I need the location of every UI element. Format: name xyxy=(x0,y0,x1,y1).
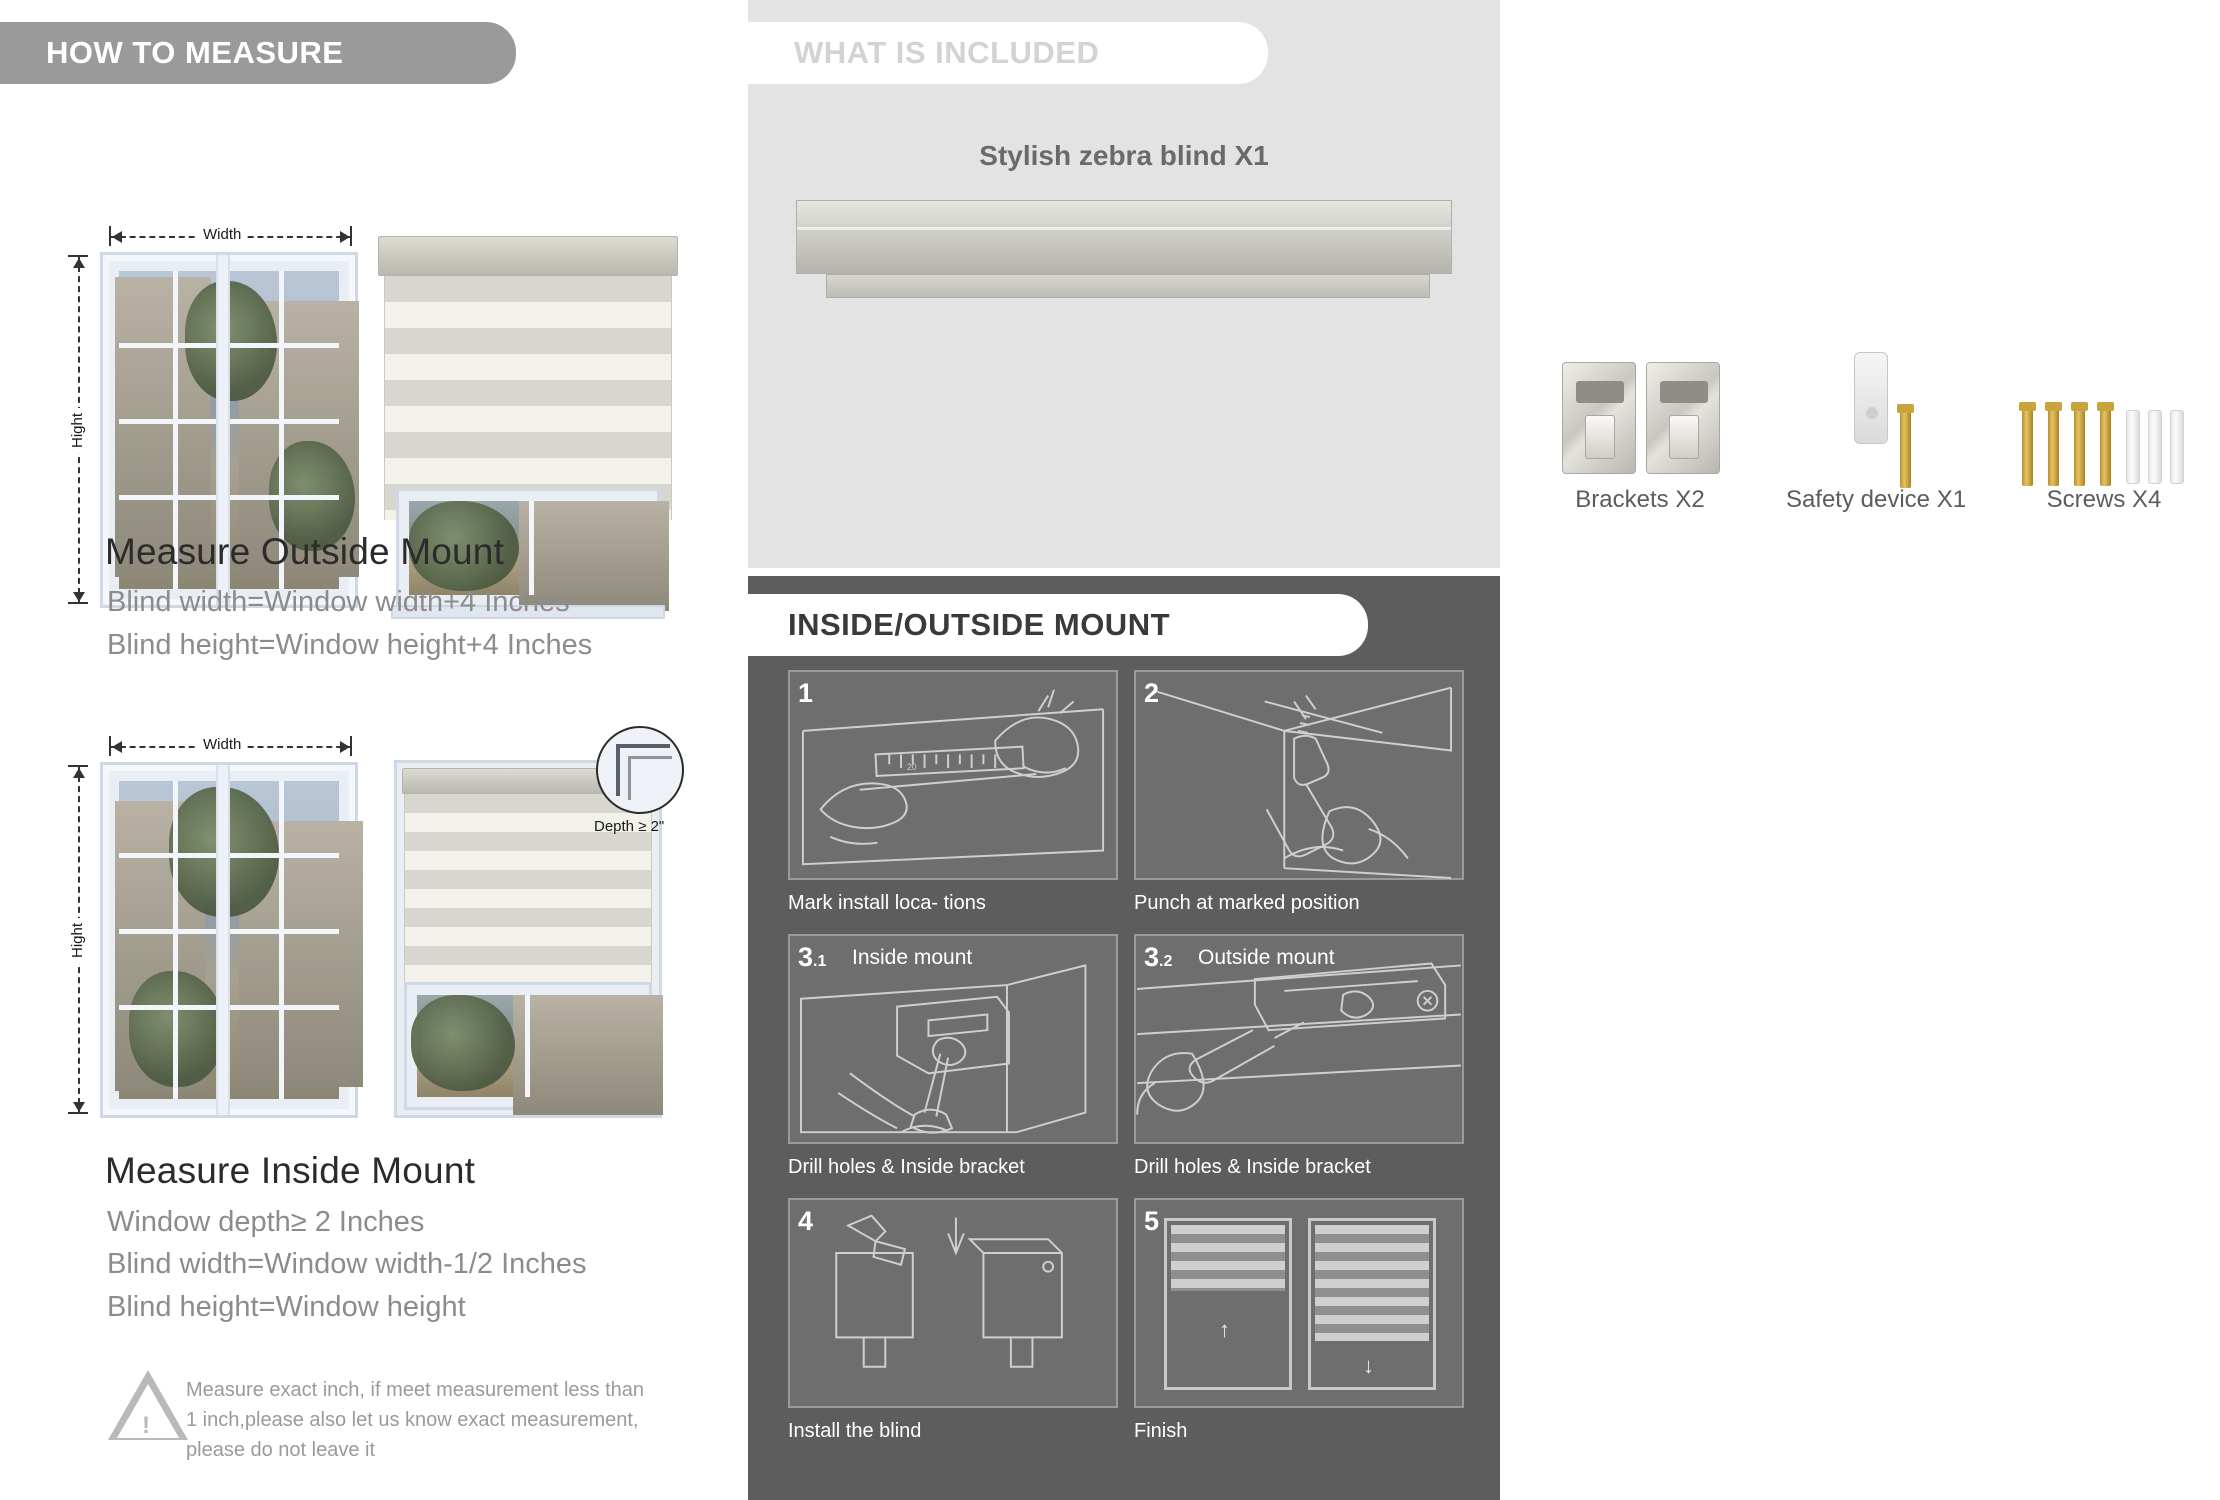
finished-blind-right-fabric xyxy=(1315,1225,1429,1341)
tab-how-to-measure-label: HOW TO MEASURE xyxy=(46,35,344,70)
brackets-caption: Brackets X2 xyxy=(1575,486,1705,513)
tab-what-is-included-label: WHAT IS INCLUDED xyxy=(794,35,1100,70)
outside-mount-title: Measure Outside Mount xyxy=(105,531,505,572)
step-4-number: 4 xyxy=(798,1206,814,1236)
mullion-vertical-4 xyxy=(279,781,284,1099)
safety-device-caption: Safety device X1 xyxy=(1785,486,1967,513)
blind-fabric xyxy=(384,276,672,520)
warning-text: Measure exact inch, if meet measurement less than 1 inch,please also let us know exact measurement, please do not leave it xyxy=(186,1379,644,1461)
mullion-vertical-3 xyxy=(173,781,178,1099)
inside-height-arrow-up xyxy=(73,768,85,778)
what-is-included-panel xyxy=(748,0,2162,568)
outside-mount-line-1: Blind width=Window width+4 Inches xyxy=(107,586,570,618)
step-3-2-inline-title: Outside mount xyxy=(1198,946,1335,969)
finished-blind-left xyxy=(1164,1218,1292,1390)
tab-inside-outside-mount xyxy=(748,594,1368,656)
step-1-caption: Mark install loca- tions xyxy=(788,892,986,914)
outside-mount-line-2: Blind height=Window height+4 Inches xyxy=(107,629,593,661)
outside-width-tick-left xyxy=(109,226,111,246)
blind-clip-in-icon xyxy=(790,1200,1116,1406)
inside-height-tick-top xyxy=(68,765,88,767)
step-5 xyxy=(1134,1198,1464,1448)
depth-callout-circle xyxy=(596,726,684,814)
arrow-up-icon: ↑ xyxy=(1219,1317,1230,1342)
outside-width-arrow-right xyxy=(340,231,350,243)
step-4 xyxy=(788,1198,1118,1448)
depth-caption: Depth ≥ 2" xyxy=(594,818,665,835)
wall-anchor-1 xyxy=(2126,410,2140,484)
safety-device-part xyxy=(1854,352,1888,444)
outside-width-arrow-left xyxy=(112,231,122,243)
inside-mount-illustration xyxy=(0,730,738,1150)
step-3-1-image xyxy=(788,934,1118,1144)
sash-divider-2 xyxy=(216,765,230,1115)
step-1-number: 1 xyxy=(798,678,814,708)
window-glass-lower-2 xyxy=(417,995,639,1097)
zebra-blind-product-image xyxy=(796,200,1452,306)
step-3-2-number: 3.2 xyxy=(1144,942,1173,972)
screw-2 xyxy=(2048,408,2059,486)
blind-roller-tube xyxy=(796,200,1452,274)
step-3-2-image xyxy=(1134,934,1464,1144)
inside-width-tick-left xyxy=(109,736,111,756)
arrow-down-icon: ↓ xyxy=(1363,1353,1374,1378)
tree-foliage xyxy=(185,281,277,401)
drill-icon xyxy=(1136,672,1462,878)
step-4-caption: Install the blind xyxy=(788,1420,922,1442)
window-under-blind-inside xyxy=(404,982,652,1110)
outside-mount-illustration xyxy=(0,110,738,530)
tab-inside-outside-mount-label: INSIDE/OUTSIDE MOUNT xyxy=(788,607,1171,642)
inside-mount-line-3: Blind height=Window height xyxy=(107,1291,466,1323)
bracket-2 xyxy=(1646,362,1720,474)
bracket-2-tab xyxy=(1669,415,1699,459)
step-2-number: 2 xyxy=(1144,678,1160,708)
tab-what-is-included xyxy=(748,22,1268,84)
finished-blind-left-fabric xyxy=(1171,1225,1285,1291)
outside-height-arrow-up xyxy=(73,258,85,268)
bracket-1 xyxy=(1562,362,1636,474)
step-3-1-inline-title: Inside mount xyxy=(852,946,973,969)
inside-mount-title: Measure Inside Mount xyxy=(105,1150,476,1191)
window-without-blind-2 xyxy=(100,762,358,1118)
bracket-1-slot xyxy=(1576,381,1624,403)
inside-width-arrow-left xyxy=(112,741,122,753)
step-3-2-caption: Drill holes & Inside bracket xyxy=(1134,1156,1371,1178)
step-1 xyxy=(788,670,1118,920)
bracket-2-slot xyxy=(1660,381,1708,403)
step-3-1-caption: Drill holes & Inside bracket xyxy=(788,1156,1025,1178)
outside-height-tick-bottom xyxy=(68,602,88,604)
blind-headrail xyxy=(378,236,678,276)
warning-exclamation: ! xyxy=(142,1412,150,1439)
outside-width-label: Width xyxy=(198,226,246,243)
screws-caption: Screws X4 xyxy=(2046,486,2162,513)
step-2-caption: Punch at marked position xyxy=(1134,892,1360,914)
step-2-image xyxy=(1134,670,1464,880)
outside-height-arrow-down xyxy=(73,592,85,602)
inside-height-tick-bottom xyxy=(68,1112,88,1114)
depth-corner-inner xyxy=(628,756,672,800)
inside-width-tick-right xyxy=(350,736,352,756)
step-4-image xyxy=(788,1198,1118,1408)
mullion-lower-v xyxy=(529,501,534,595)
step-3-1-number: 3.1 xyxy=(798,942,827,972)
hand-tape-measure-icon xyxy=(790,672,1116,878)
inside-height-label: Hight xyxy=(69,918,86,963)
safety-device-screw xyxy=(1900,410,1911,488)
step-5-number: 5 xyxy=(1144,1206,1160,1236)
step-2 xyxy=(1134,670,1464,920)
svg-text:20: 20 xyxy=(906,762,917,773)
outside-height-label: Hight xyxy=(69,408,86,453)
inside-width-arrow-right xyxy=(340,741,350,753)
step-3-2 xyxy=(1134,934,1464,1184)
step-3-1 xyxy=(788,934,1118,1184)
outside-height-tick-top xyxy=(68,255,88,257)
how-to-measure-panel xyxy=(0,0,738,1500)
step-1-image xyxy=(788,670,1118,880)
product-title: Stylish zebra blind X1 xyxy=(979,140,1269,171)
inside-outside-mount-panel xyxy=(748,576,1500,1500)
bracket-1-tab xyxy=(1585,415,1615,459)
finished-blind-right xyxy=(1308,1218,1436,1390)
inside-height-arrow-down xyxy=(73,1102,85,1112)
screw-4 xyxy=(2100,408,2111,486)
screw-1 xyxy=(2022,408,2033,486)
inside-mount-line-1: Window depth≥ 2 Inches xyxy=(107,1206,425,1238)
wall-anchor-2 xyxy=(2148,410,2162,484)
tab-how-to-measure xyxy=(0,22,516,84)
inside-mount-line-2: Blind width=Window width-1/2 Inches xyxy=(107,1248,587,1280)
tree-lower-2 xyxy=(411,995,515,1091)
outside-width-tick-right xyxy=(350,226,352,246)
wall-anchor-3 xyxy=(2170,410,2184,484)
mullion-lower-v-2 xyxy=(525,995,530,1097)
inside-width-label: Width xyxy=(198,736,246,753)
screw-3 xyxy=(2074,408,2085,486)
window-with-blind-inside xyxy=(394,760,665,1118)
blind-bottom-bar xyxy=(826,274,1430,298)
step-5-image xyxy=(1134,1198,1464,1408)
building-lower-2 xyxy=(513,995,663,1115)
step-5-caption: Finish xyxy=(1134,1420,1188,1442)
